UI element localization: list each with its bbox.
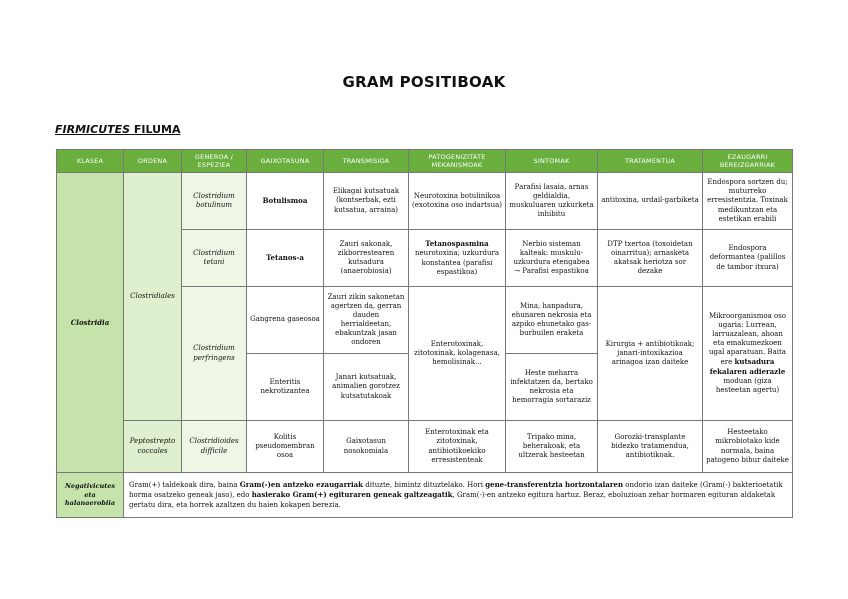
features-cell: Endospora sortzen du; muturreko erresistentzia. Toxinak medikuntzan eta estetikan erabili <box>703 173 793 230</box>
note-label-cell: Negativicutes eta halanaerobiia <box>57 473 124 518</box>
header-klasea: KLASEA <box>57 150 124 173</box>
transmission-cell: Zauri sakonak, zikborrestearen kutsadura (anaerobiosia) <box>324 230 409 287</box>
phylum-subtitle <box>55 123 181 136</box>
note-bold-text: hasierako Gram(+) egituraren geneak galtzeagatik <box>251 489 453 499</box>
note-bold-text: gene-transferentzia horizontalaren <box>485 479 624 489</box>
symptoms-cell <box>506 230 598 287</box>
features-text-end: moduan (giza hesteetan agertu) <box>715 377 780 395</box>
header-row <box>57 150 793 173</box>
transmission-cell: Janari kutsatuak, animalien gorotzez kutsatutakoak <box>324 354 409 421</box>
ordena-cell: Clostridiales <box>124 173 182 421</box>
phylum-name: FIRMICUTES <box>55 123 131 136</box>
ordena-cell: Peptostrepto coccales <box>124 421 182 473</box>
toxin-name: Tetanospasmina <box>425 239 489 249</box>
treatment-cell: DTP txertoa (toxoidetan oinarritua); arnasketa akatsak heriotza sor dezake <box>598 230 703 287</box>
header-tratamentua: TRATAMENTUA <box>598 150 703 173</box>
table-row <box>57 173 793 230</box>
genus-cell: Clostridium perfringens <box>182 287 247 421</box>
disease-cell: Tetanos-a <box>247 230 324 287</box>
features-text: Mikroorganismoa oso ugaria: Lurrean, larruazalean, ahoan eta emakumezkoen ugal aparatuan. Baita ere <box>708 311 787 367</box>
note-text: Gram(+) taldekoak dira, baina <box>129 480 240 489</box>
treatment-cell: Kirurgia + antibiotikoak; janari-intoxikazioa arinagoa izan daiteke <box>598 287 703 421</box>
features-bold-text: kutsadura fekalaren adierazle <box>709 357 786 377</box>
header-sintomak: SINTOMAK <box>506 150 598 173</box>
page-title: GRAM POSITIBOAK <box>342 73 506 91</box>
disease-cell: Enteritis nekrotizantea <box>247 354 324 421</box>
phylum-suffix: FILUMA <box>130 123 181 136</box>
treatment-cell: Gorozki-transplante bidezko tratamendua, antibiotikoak. <box>598 421 703 473</box>
pathogenicity-text: neurotoxina; uzkurdura konstantea (parafisi espastikoa) <box>415 249 499 276</box>
treatment-cell: antitoxina, urdail-garbiketa <box>598 173 703 230</box>
features-cell: Hesteetako mikrobiotako kide normala, baina patogeno bihur daiteke <box>703 421 793 473</box>
transmission-cell: Zauri zikin sakonetan agertzen da, gerran dauden herrialdeetan, ebakuntzak jasan ondoren <box>324 287 409 354</box>
symptoms-cell: Mina, hanpadura, ehunaren nekrosia eta azpiko ehunetako gas-burbuilen eraketa <box>506 287 598 354</box>
note-bold-text: Gram(-)en antzeko ezaugarriak <box>239 479 364 489</box>
symptoms-arrow-text: → Parafisi espastikoa <box>514 267 589 276</box>
features-cell: Endospora deformantea (palillos de tambor itxura) <box>703 230 793 287</box>
note-text: dituzte, bimintz dituztelako. Hori <box>363 480 486 489</box>
header-transmisioa: TRANSMISIOA <box>324 150 409 173</box>
pathogenicity-cell: Enterotoxinak eta zitotoxinak, antibiotikoekiko erresistenteak <box>409 421 506 473</box>
features-cell <box>703 287 793 421</box>
pathogenicity-cell: Neurotoxina botulinikoa (exotoxina oso indartsua) <box>409 173 506 230</box>
gram-positive-table <box>56 149 793 518</box>
disease-cell: Kolitis pseudomembran osoa <box>247 421 324 473</box>
table-row <box>57 421 793 473</box>
header-gaixotasuna: GAIXOTASUNA <box>247 150 324 173</box>
symptoms-cell: Parafisi lasaia, arnas geldialdia, muskuluaren uzkurketa inhibitu <box>506 173 598 230</box>
klasea-cell: Clostridia <box>57 173 124 473</box>
header-generoa: GENEROA / ESPEZIEA <box>182 150 247 173</box>
pathogenicity-cell <box>409 230 506 287</box>
note-row <box>57 473 793 518</box>
genus-cell: Clostridium tetani <box>182 230 247 287</box>
note-text: ondorio izan daiteke (Gram(-) bakterioetatik horma osatzeko geneak jaso), edo <box>129 480 783 499</box>
transmission-cell: Gaixotasun nosokomiala <box>324 421 409 473</box>
pathogenicity-cell: Enterotoxinak, zitotoxinak, kolagenasa, hemolisinak... <box>409 287 506 421</box>
transmission-cell: Elikagai kutsatuak (kontserbak, ezti kutsatua, arraina) <box>324 173 409 230</box>
disease-cell: Gangrena gaseosoa <box>247 287 324 354</box>
symptoms-cell: Heste meharra infektatzen da, bertako nekrosia eta hemorragia sortaraziz <box>506 354 598 421</box>
header-ordena: ORDENA <box>124 150 182 173</box>
note-cell <box>124 473 793 518</box>
genus-cell: Clostridioides difficile <box>182 421 247 473</box>
note-text: , Gram(-)-en antzeko egitura hartuz. Beraz, eboluzioan zehar hormaren egituran aldaketak gertatu dira, eta horrek azaltzen du haien kokapen berezia. <box>129 490 776 510</box>
symptoms-cell: Tripako mina, beherakoak, eta ultzerak hesteetan <box>506 421 598 473</box>
header-ezaugarriak: EZAUGARRI BEREIZGARRIAK <box>703 150 793 173</box>
genus-cell: Clostridium botulinum <box>182 173 247 230</box>
header-patogenizitatea: PATOGENIZITATE MEKANISMOAK <box>409 150 506 173</box>
disease-cell: Botulismoa <box>247 173 324 230</box>
symptoms-text: Nerbio sisteman kalteak: muskulu-uzkurdura etengabea <box>513 239 590 266</box>
